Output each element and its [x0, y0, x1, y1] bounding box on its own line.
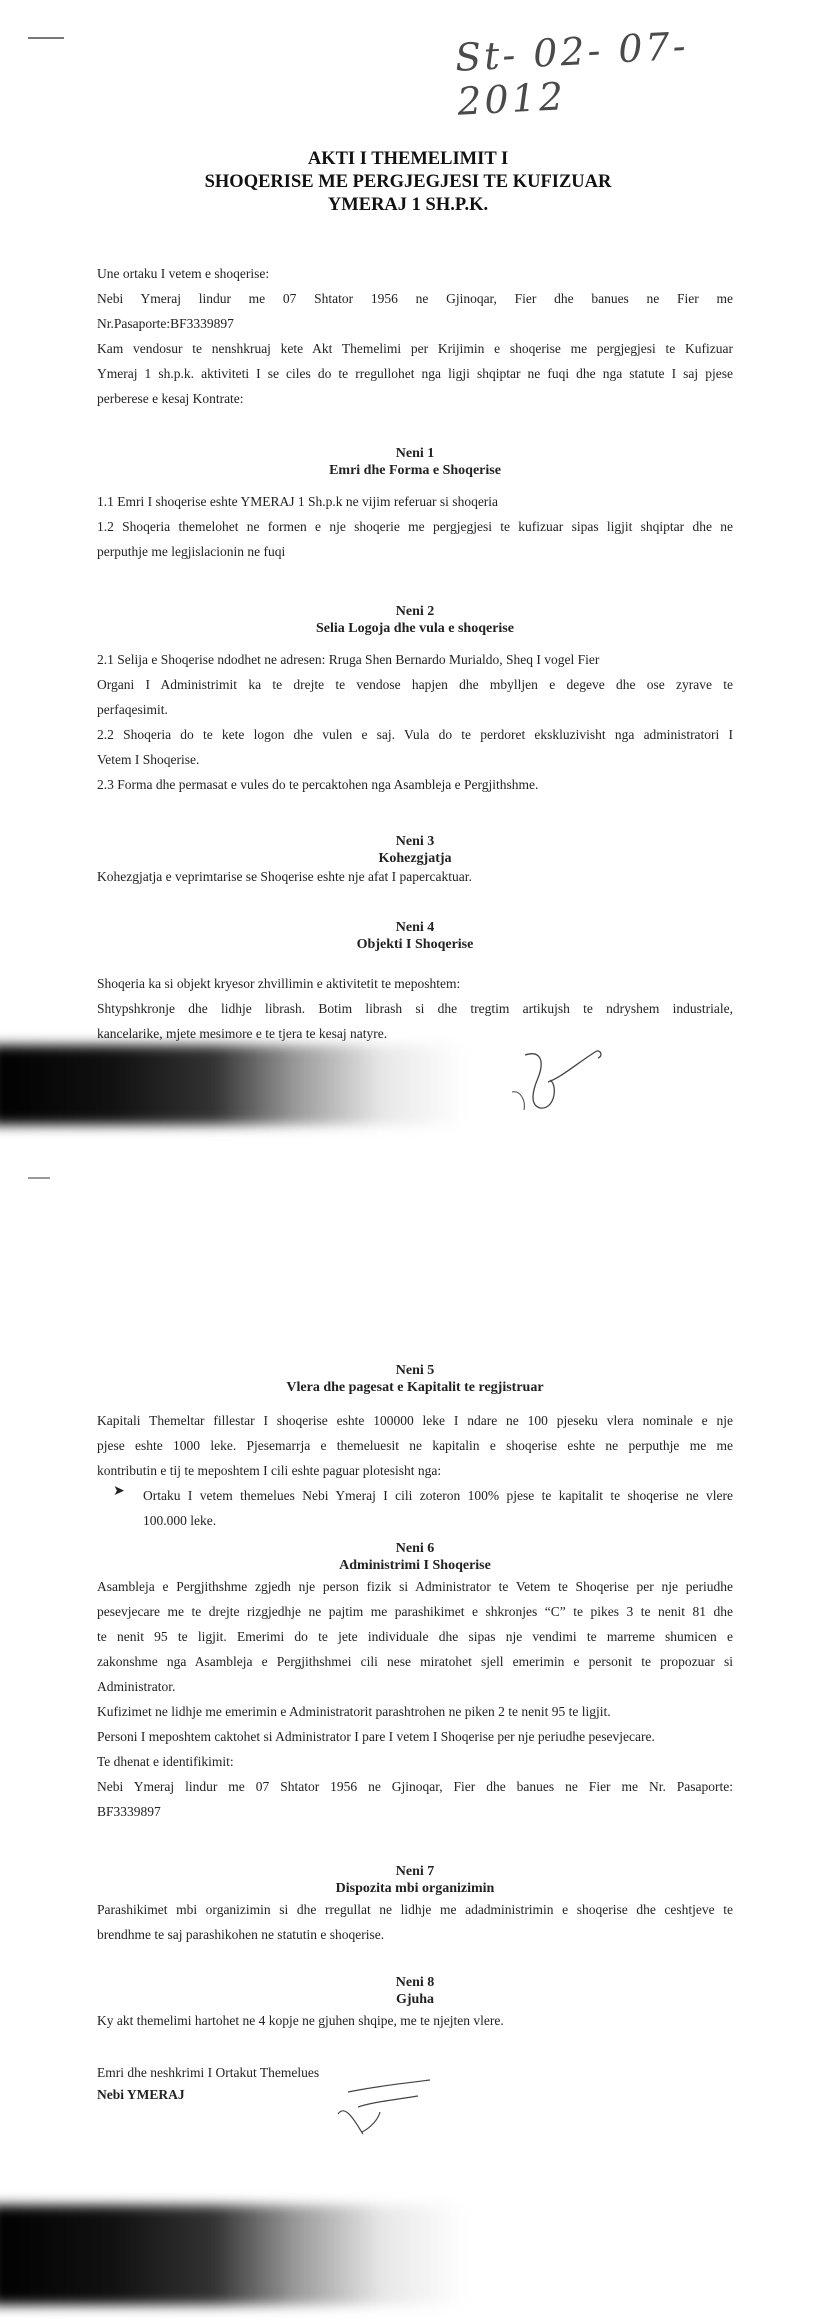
article-line: Asambleja e Pergjithshme zgjedh nje person fizik si Administrator te Vetem te Shoqerise per nje periudhe [97, 1579, 733, 1594]
article-line: 1.2 Shoqeria themelohet ne formen e nje shoqerie me pergjegjesi te kufizuar sipas ligjit shqiptar dhe ne [97, 519, 733, 534]
article-5 [97, 1362, 733, 1533]
founder-name: Nebi YMERAJ [97, 2087, 185, 2102]
article-line: Kapitali Themeltar fillestar I shoqerise eshte 100000 leke I ndare ne 100 pjeseku vlera nominale e nje [97, 1413, 733, 1428]
article-line: kontributin e tij te meposhtem I cili eshte paguar plotesisht nga: [97, 1463, 442, 1478]
article-title: Emri dhe Forma e Shoqerise [329, 463, 501, 478]
article-line: brendhme te saj parashikohen ne statutin e shoqerise. [97, 1927, 385, 1942]
closing-line: Emri dhe neshkrimi I Ortakut Themelues [97, 2065, 320, 2080]
article-line: kancelarike, mjete mesimore e te tjera te kesaj natyre. [97, 1026, 388, 1041]
article-title: Dispozita mbi organizimin [335, 1881, 495, 1896]
article-number: Neni 2 [395, 604, 435, 619]
scan-shadow-page2 [0, 2205, 550, 2305]
article-number: Neni 1 [395, 446, 435, 461]
article-number: Neni 4 [395, 920, 435, 935]
article-number: Neni 7 [395, 1864, 435, 1879]
article-3 [97, 833, 733, 887]
article-line: Administrator. [97, 1679, 176, 1694]
handwritten-date: St- 02- 07- 2012 [453, 23, 690, 124]
article-6 [97, 1540, 733, 1824]
signature-page2 [318, 2072, 438, 2152]
article-line: Shtypshkronje dhe lidhje librash. Botim librash si dhe tregtim artikujsh te ndryshem industriale, [97, 1001, 733, 1016]
article-line: te nenit 95 te ligjit. Emerimi do te jete individuale dhe sipas nje vendimi te marreme shumicen e [97, 1629, 733, 1644]
article-line: Shoqeria ka si objekt kryesor zhvillimin e aktivitetit te meposhtem: [97, 976, 461, 991]
intro-line: perberese e kesaj Kontrate: [97, 391, 244, 406]
article-line: Nebi Ymeraj lindur me 07 Shtator 1956 ne Gjinoqar, Fier dhe banues ne Fier me Nr. Pasaporte: [97, 1779, 733, 1794]
article-title: Vlera dhe pagesat e Kapitalit te regjistruar [286, 1380, 544, 1395]
title-line-1: AKTI I THEMELIMIT I [307, 149, 509, 169]
intro-line: Nr.Pasaporte:BF3339897 [97, 316, 234, 331]
title-line-3: YMERAJ 1 SH.P.K. [327, 195, 489, 215]
article-line: Vetem I Shoqerise. [97, 752, 200, 767]
article-line: 2.1 Selija e Shoqerise ndodhet ne adresen: Rruga Shen Bernardo Murialdo, Sheq I vogel Fier [97, 652, 600, 667]
bullet-line: 100.000 leke. [143, 1513, 217, 1528]
article-4 [97, 919, 733, 1046]
article-line: pjese eshte 1000 leke. Pjesemarrja e themeluesit ne kapitalin e shoqerise eshte ne perputhje me me [97, 1438, 733, 1453]
article-line: Te dhenat e identifikimit: [97, 1754, 234, 1769]
article-title: Gjuha [395, 1992, 435, 2007]
arrow-bullet-icon: ➤ [113, 1484, 125, 1499]
article-line: perfaqesimit. [97, 702, 168, 717]
article-line: Organi I Administrimit ka te drejte te vendose hapjen dhe mbylljen e degeve dhe ose zyrave te [97, 677, 733, 692]
article-line: Ky akt themelimi hartohet ne 4 kopje ne gjuhen shqipe, me te njejten vlere. [97, 2013, 504, 2028]
article-line: Parashikimet mbi organizimin si dhe rregullat ne lidhje me adadministrimin e shoqerise dhe ceshtjeve te [97, 1902, 733, 1917]
article-line: 2.2 Shoqeria do te kete logon dhe vulen e saj. Vula do te perdoret ekskluzivisht nga administratori I [97, 727, 733, 742]
document-title [100, 148, 716, 217]
article-7 [97, 1863, 733, 1947]
article-title: Administrimi I Shoqerise [339, 1558, 491, 1573]
article-line: 1.1 Emri I shoqerise eshte YMERAJ 1 Sh.p.k ne vijim referuar si shoqeria [97, 494, 499, 509]
scan-shadow-page1 [0, 1045, 550, 1125]
article-2 [97, 603, 733, 797]
article-8 [97, 1974, 733, 2033]
scan-mark-page2 [28, 1177, 50, 1179]
article-line: pesevjecare me te drejte rizgjedhje ne pajtim me parashikimet e shkronjes “C” te pikes 3 te nenit 81 dhe [97, 1604, 733, 1619]
article-number: Neni 6 [395, 1541, 435, 1556]
intro-section [97, 261, 733, 411]
intro-line: Ymeraj 1 sh.p.k. aktiviteti I se ciles do te rregullohet nga ligji shqiptar ne fuqi dhe nga statute I saj pjese [97, 366, 733, 381]
article-line: Kufizimet ne lidhje me emerimin e Administratorit parashtrohen ne piken 2 te nenit 95 te ligjit. [97, 1704, 611, 1719]
article-number: Neni 3 [395, 834, 435, 849]
article-line: Kohezgjatja e veprimtarise se Shoqerise eshte nje afat I papercaktuar. [97, 869, 472, 884]
scan-mark-top-left [28, 37, 64, 39]
article-1 [97, 445, 733, 564]
intro-line: Nebi Ymeraj lindur me 07 Shtator 1956 ne Gjinoqar, Fier dhe banues ne Fier me [97, 291, 733, 306]
title-line-2: SHOQERISE ME PERGJEGJESI TE KUFIZUAR [204, 172, 612, 192]
intro-line: Une ortaku I vetem e shoqerise: [97, 266, 270, 281]
article-line: BF3339897 [97, 1804, 161, 1819]
article-title: Objekti I Shoqerise [356, 937, 474, 952]
intro-line: Kam vendosur te nenshkruaj kete Akt Themelimi per Krijimin e shoqerise me pergjegjesi te Kufizuar [97, 341, 733, 356]
article-line: 2.3 Forma dhe permasat e vules do te percaktohen nga Asambleja e Pergjithshme. [97, 777, 539, 792]
article-number: Neni 8 [395, 1975, 435, 1990]
article-line: zakonshme nga Asambleja e Pergjithshmei cili nese miratohet sjell emerimin e personit te propozuar si [97, 1654, 733, 1669]
article-number: Neni 5 [395, 1363, 435, 1378]
article-title: Selia Logoja dhe vula e shoqerise [316, 621, 514, 636]
bullet-line: Ortaku I vetem themelues Nebi Ymeraj I cili zoteron 100% pjese te kapitalit te shoqerise ne vlere [143, 1488, 733, 1503]
article-line: perputhje me legjislacionin ne fuqi [97, 544, 286, 559]
article-line: Personi I meposhtem caktohet si Administrator I pare I vetem I Shoqerise per nje periudhe pesevjecare. [97, 1729, 655, 1744]
article-title: Kohezgjatja [378, 851, 452, 866]
